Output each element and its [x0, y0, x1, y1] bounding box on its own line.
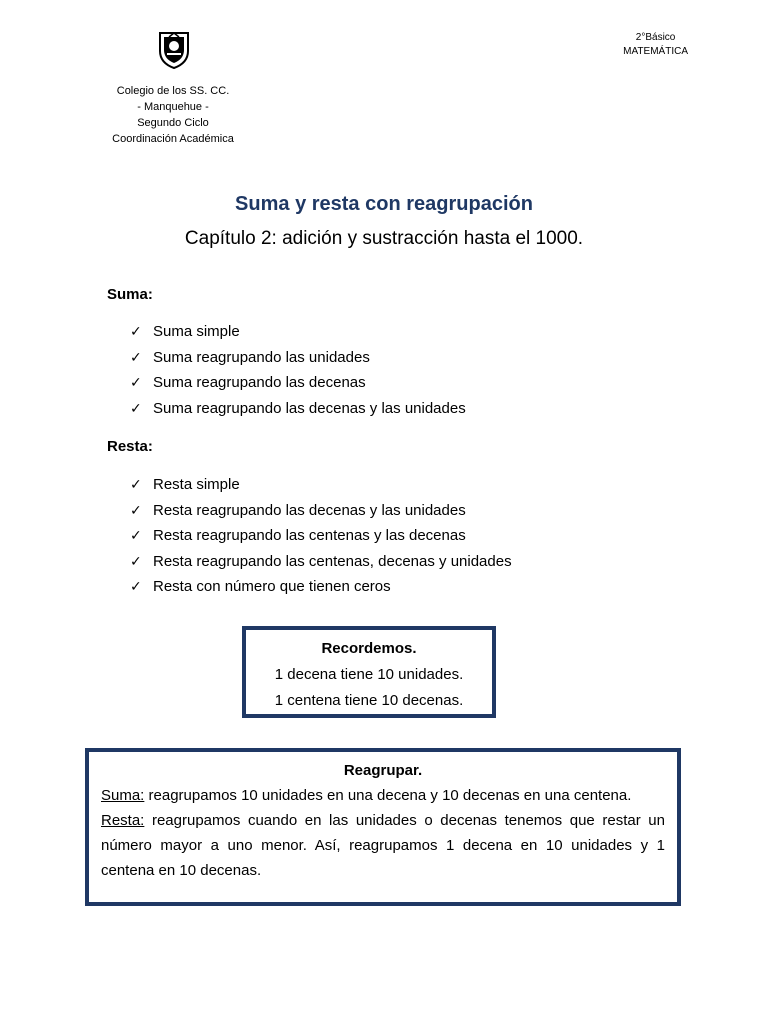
list-item-label: Suma reagrupando las unidades	[153, 348, 370, 366]
recordemos-box	[242, 626, 496, 718]
list-item-label: Suma reagrupando las decenas y las unidades	[153, 399, 466, 417]
suma-heading: Suma:	[107, 286, 153, 303]
list-item	[130, 370, 466, 396]
list-item-label: Resta simple	[153, 476, 240, 493]
list-item	[130, 345, 466, 371]
checkmark-icon: ✓	[130, 476, 142, 492]
subject-label: MATEMÁTICA	[623, 46, 688, 57]
suma-text: reagrupamos 10 unidades en una decena y 10 decenas en una centena.	[144, 787, 632, 804]
reagrupar-box	[85, 748, 681, 906]
checkmark-icon: ✓	[130, 527, 142, 543]
school-line: - Manquehue -	[137, 101, 209, 113]
school-line: Segundo Ciclo	[137, 117, 209, 129]
list-item-label: Suma reagrupando las decenas	[153, 374, 366, 391]
page-subtitle: Capítulo 2: adición y sustracción hasta el 1000.	[184, 228, 584, 249]
checkmark-icon: ✓	[130, 578, 142, 594]
grade-subject	[623, 31, 688, 59]
recordemos-line: 1 decena tiene 10 unidades.	[274, 666, 464, 683]
recordemos-title: Recordemos.	[321, 640, 417, 657]
checkmark-icon: ✓	[130, 348, 142, 365]
list-item-label: Resta con número que tienen ceros	[153, 578, 391, 595]
list-item	[130, 396, 466, 422]
list-item-label: Resta reagrupando las centenas, decenas y unidades	[153, 552, 512, 570]
school-crest-icon	[157, 31, 191, 69]
list-item	[130, 549, 512, 575]
list-item-label: Resta reagrupando las decenas y las unidades	[153, 501, 466, 519]
page-title: Suma y resta con reagrupación	[235, 193, 533, 215]
resta-heading: Resta:	[107, 438, 153, 455]
checkmark-icon: ✓	[130, 552, 142, 569]
suma-list	[130, 319, 466, 421]
school-info	[100, 83, 246, 147]
resta-label: Resta:	[101, 812, 145, 829]
list-item	[130, 472, 512, 498]
list-item	[130, 498, 512, 524]
list-item	[130, 319, 466, 345]
grade-label: 2°Básico	[635, 32, 676, 43]
list-item-label: Suma simple	[153, 323, 240, 340]
school-line: Coordinación Académica	[112, 133, 234, 145]
list-item	[130, 523, 512, 549]
checkmark-icon: ✓	[130, 374, 142, 390]
suma-label: Suma:	[101, 787, 145, 804]
reagrupar-resta-paragraph	[101, 808, 665, 883]
school-line: Colegio de los SS. CC.	[116, 85, 230, 97]
recordemos-line: 1 centena tiene 10 decenas.	[274, 692, 464, 709]
list-item-label: Resta reagrupando las centenas y las decenas	[153, 527, 466, 544]
checkmark-icon: ✓	[130, 323, 142, 339]
list-item	[130, 574, 512, 600]
resta-text: reagrupamos cuando en las unidades o decenas tenemos que restar un número mayor a uno menor. Así, reagrupamos 1 decena en 10 unidades y 1 centena en 10 decenas.	[101, 812, 665, 879]
checkmark-icon: ✓	[130, 501, 142, 518]
resta-list	[130, 472, 512, 600]
checkmark-icon: ✓	[130, 399, 142, 416]
reagrupar-title: Reagrupar.	[343, 762, 423, 779]
reagrupar-suma-paragraph	[101, 783, 665, 808]
